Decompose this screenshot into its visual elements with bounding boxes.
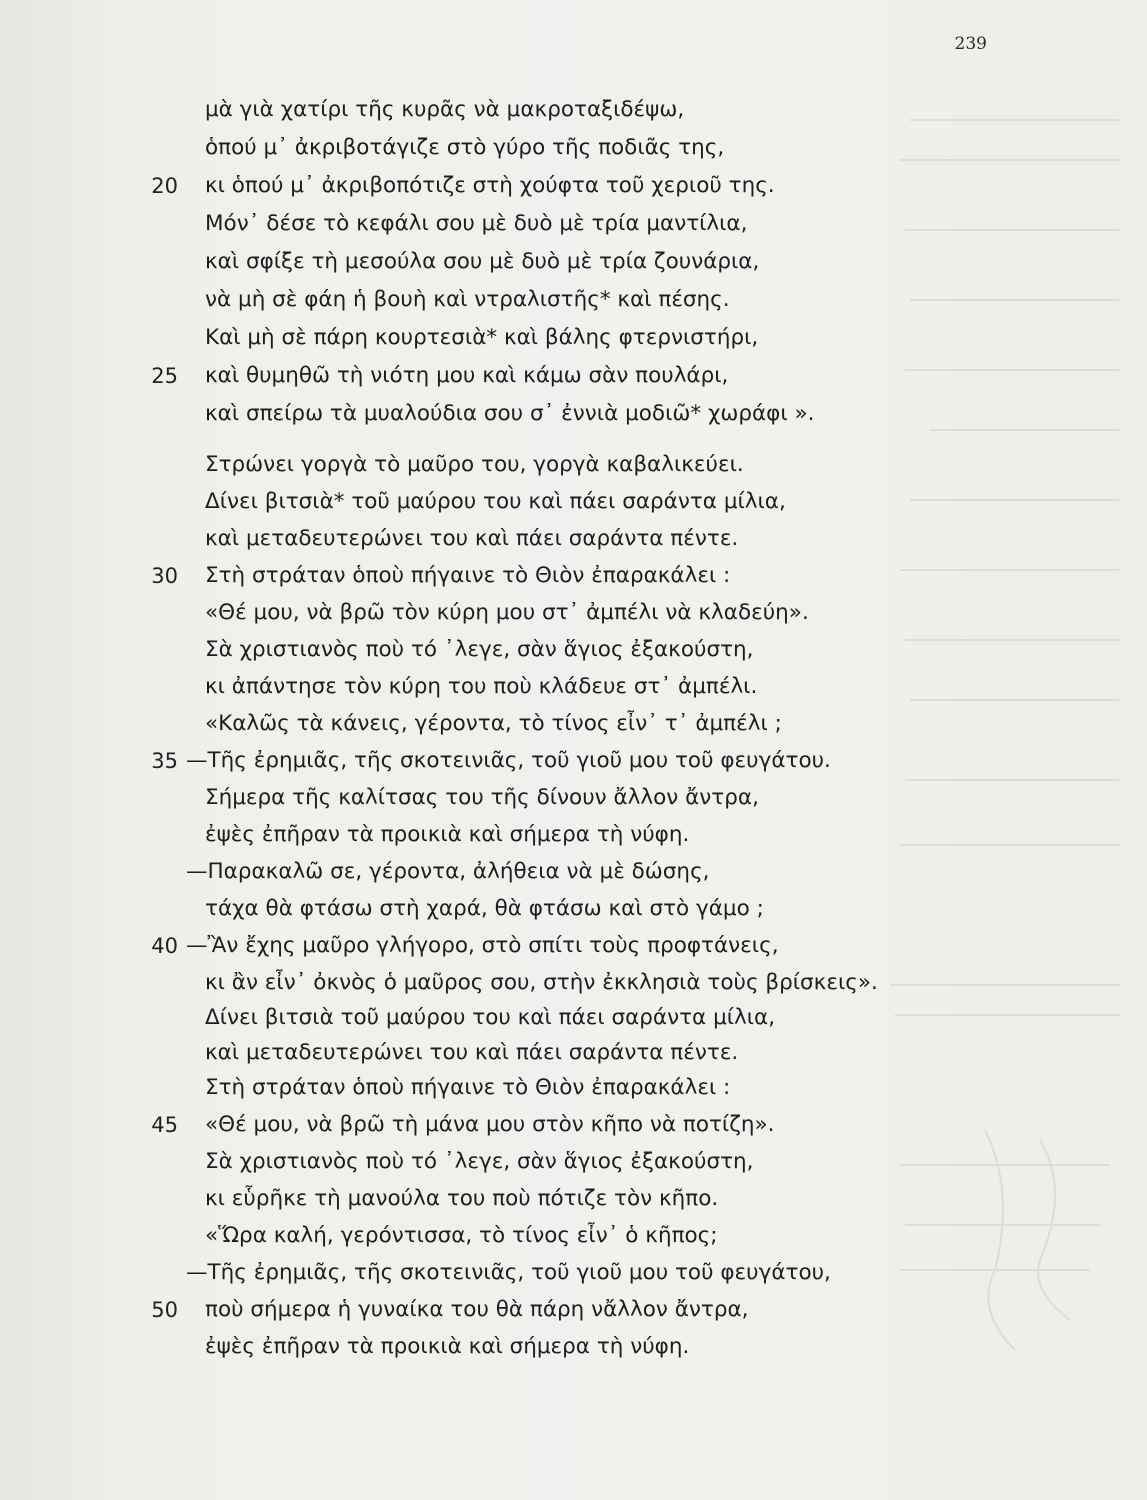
verse-text: ἐψὲς ἐπῆραν τὰ προικιὰ καὶ σήμερα τὴ νύφη. (205, 822, 690, 847)
verse-text: καὶ μεταδευτερώνει του καὶ πάει σαράντα πέντε. (205, 1040, 739, 1065)
verse-line (0, 242, 1147, 282)
verse-text: «Ὥρα καλή, γερόντισσα, τὸ τίνος εἶν᾽ ὁ κῆπος; (205, 1223, 718, 1248)
verse-line (0, 356, 1147, 396)
verse-text: Σὰ χριστιανὸς ποὺ τό ᾽λεγε, σὰν ἅγιος ἐξακούστη, (205, 637, 754, 662)
verse-line (0, 963, 1147, 1003)
line-number: 20 (151, 174, 178, 198)
verse-text: καὶ μεταδευτερώνει του καὶ πάει σαράντα πέντε. (205, 526, 739, 551)
verse-line (0, 1179, 1147, 1219)
verse-line (0, 280, 1147, 320)
verse-text: καὶ σπείρω τὰ μυαλούδια σου σ᾽ ἐννιὰ μοδιῶ* χωράφι ». (205, 401, 815, 426)
verse-text: Μόν᾽ δέσε τὸ κεφάλι σου μὲ δυὸ μὲ τρία μαντίλια, (205, 211, 748, 236)
verse-text: —Παρακαλῶ σε, γέροντα, ἀλήθεια νὰ μὲ δώσης, (186, 859, 710, 884)
verse-line (0, 998, 1147, 1038)
verse-text: Σὰ χριστιανὸς ποὺ τό ᾽λεγε, σὰν ἅγιος ἐξακούστη, (205, 1149, 754, 1174)
verse-line (0, 667, 1147, 707)
line-number: 40 (151, 934, 178, 958)
verse-line (0, 482, 1147, 522)
verse-text: ποὺ σήμερα ἡ γυναίκα του θὰ πάρη νἄλλον ἄντρα, (205, 1297, 749, 1322)
verse-line (0, 778, 1147, 818)
verse-text: Στὴ στράταν ὁποὺ πήγαινε τὸ Θιὸν ἐπαρακάλει : (205, 563, 731, 588)
verse-text: κι ἂν εἶν᾽ ὀκνὸς ὁ μαῦρος σου, στὴν ἐκκλησιὰ τοὺς βρίσκεις». (205, 970, 878, 995)
verse-text: Δίνει βιτσιὰ τοῦ μαύρου του καὶ πάει σαράντα μίλια, (205, 1005, 776, 1030)
verse-text: «Καλῶς τὰ κάνεις, γέροντα, τὸ τίνος εἶν᾽ τ᾽ ἀμπέλι ; (205, 711, 782, 736)
verse-line (0, 741, 1147, 781)
verse-text: Σήμερα τῆς καλίτσας του τῆς δίνουν ἄλλον ἄντρα, (205, 785, 759, 810)
verse-line (0, 815, 1147, 855)
verse-text: Στρώνει γοργὰ τὸ μαῦρο του, γοργὰ καβαλικεύει. (205, 452, 744, 477)
verse-text: Στὴ στράταν ὁποὺ πήγαινε τὸ Θιὸν ἐπαρακάλει : (205, 1075, 731, 1100)
verse-text: ὁπού μ᾽ ἀκριβοτάγιζε στὸ γύρο τῆς ποδιᾶς της, (205, 135, 725, 160)
verse-line (0, 1327, 1147, 1367)
verse-text: —Τῆς ἐρημιᾶς, τῆς σκοτεινιᾶς, τοῦ γιοῦ μου τοῦ φευγάτου, (186, 1260, 831, 1285)
verse-line (0, 318, 1147, 358)
verse-line (0, 90, 1147, 130)
verse-text: τάχα θὰ φτάσω στὴ χαρά, θὰ φτάσω καὶ στὸ γάμο ; (205, 896, 764, 921)
verse-line (0, 1068, 1147, 1108)
verse-text: ἐψὲς ἐπῆραν τὰ προικιὰ καὶ σήμερα τὴ νύφη. (205, 1334, 690, 1359)
verse-line (0, 852, 1147, 892)
verse-line (0, 1253, 1147, 1293)
verse-line (0, 519, 1147, 559)
verse-line (0, 1105, 1147, 1145)
verse-text: μὰ γιὰ χατίρι τῆς κυρᾶς νὰ μακροταξιδέψω, (205, 97, 685, 122)
verse-line (0, 394, 1147, 434)
verse-text: κι εὗρῆκε τὴ μανούλα του ποὺ πότιζε τὸν κῆπο. (205, 1186, 719, 1211)
page-number: 239 (954, 34, 987, 54)
verse-text: Καὶ μὴ σὲ πάρη κουρτεσιὰ* καὶ βάλης φτερνιστήρι, (205, 325, 759, 350)
verse-line (0, 889, 1147, 929)
verse-line (0, 128, 1147, 168)
verse-line (0, 1142, 1147, 1182)
verse-text: —Ἂν ἔχης μαῦρο γλήγορο, στὸ σπίτι τοὺς προφτάνεις, (186, 933, 779, 958)
verse-text: «Θέ μου, νὰ βρῶ τὴ μάνα μου στὸν κῆπο νὰ ποτίζη». (205, 1112, 775, 1137)
verse-text: «Θέ μου, νὰ βρῶ τὸν κύρη μου στ᾽ ἀμπέλι νὰ κλαδεύη». (205, 600, 809, 625)
verse-text: κι ὁπού μ᾽ ἀκριβοπότιζε στὴ χούφτα τοῦ χεριοῦ της. (205, 173, 775, 198)
verse-line (0, 926, 1147, 966)
verse-line (0, 630, 1147, 670)
verse-text: καὶ θυμηθῶ τὴ νιότη μου καὶ κάμω σὰν πουλάρι, (205, 363, 729, 388)
verse-line (0, 445, 1147, 485)
line-number: 45 (151, 1113, 178, 1137)
verse-line (0, 556, 1147, 596)
line-number: 25 (151, 364, 178, 388)
verse-text: κι ἀπάντησε τὸν κύρη του ποὺ κλάδευε στ᾽ ἀμπέλι. (205, 674, 758, 699)
verse-line (0, 1290, 1147, 1330)
verse-text: νὰ μὴ σὲ φάη ἡ βουὴ καὶ ντραλιστῆς* καὶ πέσης. (205, 287, 730, 312)
verse-text: Δίνει βιτσιὰ* τοῦ μαύρου του καὶ πάει σαράντα μίλια, (205, 489, 786, 514)
line-number: 30 (151, 564, 178, 588)
verse-text: —Τῆς ἐρημιᾶς, τῆς σκοτεινιᾶς, τοῦ γιοῦ μου τοῦ φευγάτου. (186, 748, 831, 773)
verse-line (0, 704, 1147, 744)
verse-line (0, 204, 1147, 244)
verse-line (0, 166, 1147, 206)
line-number: 50 (151, 1298, 178, 1322)
verse-text: καὶ σφίξε τὴ μεσούλα σου μὲ δυὸ μὲ τρία ζουνάρια, (205, 249, 760, 274)
verse-line (0, 593, 1147, 633)
verse-line (0, 1216, 1147, 1256)
line-number: 35 (151, 749, 178, 773)
verse-line (0, 1033, 1147, 1073)
